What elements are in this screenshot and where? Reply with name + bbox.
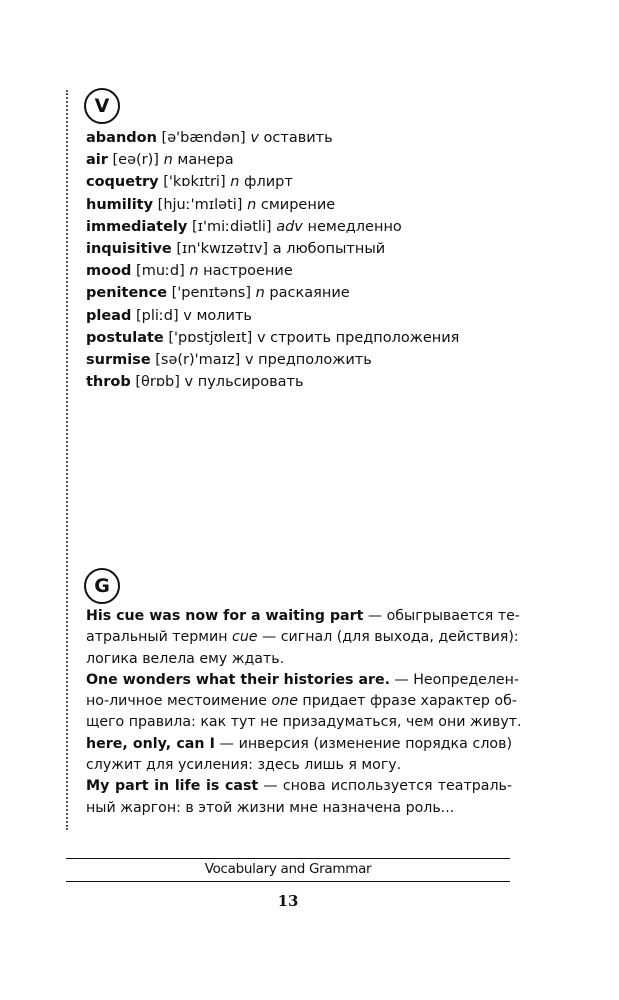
grammar-note [86, 734, 512, 777]
footer-top-rule [66, 858, 510, 859]
grammar-note [86, 776, 512, 819]
grammar-text: — снова используется театраль- [258, 778, 512, 795]
vocab-translation: молить [196, 307, 252, 324]
vocab-translation: смирение [260, 196, 336, 213]
grammar-note [86, 606, 520, 670]
vocab-translation: строить предположения [270, 329, 460, 346]
vocab-entry [86, 371, 459, 393]
grammar-line: служит для усиления: здесь лишь я могу. [86, 757, 402, 774]
grammar-text: — инверсия (изменение порядка слов) [214, 735, 512, 752]
vocab-entry [86, 260, 459, 282]
vocab-word: immediately [86, 218, 188, 235]
vocab-translation: любопытный [286, 241, 386, 258]
grammar-line: щего правила: как тут не призадуматься, чем они живут. [86, 714, 522, 731]
grammar-line [86, 691, 517, 712]
vocab-pos: v [256, 329, 266, 346]
grammar-section-badge: G [84, 568, 120, 604]
grammar-term: one [271, 693, 298, 710]
grammar-phrase: One wonders what their histories are. [86, 671, 391, 688]
vocab-ipa: [eə(r)] [112, 152, 159, 169]
vocab-word: postulate [86, 329, 164, 346]
vocab-entry [86, 127, 459, 149]
vocab-translation: немедленно [307, 218, 402, 235]
dotted-margin-rule [66, 90, 68, 830]
grammar-line [86, 627, 519, 648]
vocab-entry [86, 349, 459, 371]
vocab-word: inquisitive [86, 241, 172, 258]
vocab-entry [86, 238, 459, 260]
vocab-ipa: [sə(r)'maɪz] [155, 352, 241, 369]
footer-bottom-rule [66, 881, 510, 882]
vocab-pos: v [250, 130, 259, 146]
grammar-line [86, 606, 520, 627]
vocab-word: abandon [86, 130, 157, 146]
grammar-phrase: My part in life is cast [86, 778, 259, 795]
vocab-word: plead [86, 307, 132, 324]
vocab-ipa: [ə'bændən] [161, 130, 246, 146]
vocab-translation: оставить [263, 130, 333, 146]
vocab-word: humility [86, 196, 154, 213]
vocab-pos: v [244, 352, 254, 369]
vocab-translation: флирт [244, 174, 293, 191]
vocab-pos: n [247, 196, 257, 213]
vocab-word: surmise [86, 352, 151, 369]
vocabulary-list [86, 127, 459, 393]
vocab-entry [86, 171, 459, 193]
footer-title: Vocabulary and Grammar [204, 861, 372, 877]
vocab-word: penitence [86, 285, 168, 302]
vocab-word: coquetry [86, 174, 159, 191]
vocab-pos: n [255, 285, 265, 302]
vocab-ipa: [muːd] [136, 263, 185, 280]
grammar-line: логика велела ему ждать. [86, 650, 285, 667]
vocab-pos: v [183, 307, 192, 324]
vocab-word: mood [86, 263, 132, 280]
grammar-line [86, 776, 512, 797]
vocab-ipa: ['kɒkɪtri] [163, 174, 226, 191]
vocab-pos: v [184, 374, 194, 391]
vocab-entry [86, 216, 459, 238]
grammar-text: — сигнал (для выхода, действия): [257, 629, 519, 646]
vocab-translation: пульсировать [197, 374, 304, 391]
vocab-ipa: [hjuː'mɪləti] [157, 196, 243, 213]
grammar-phrase: here, only, can I [86, 735, 215, 752]
page-number: 13 [277, 892, 299, 910]
grammar-text: атральный термин [86, 629, 233, 646]
vocab-pos: adv [276, 218, 303, 235]
grammar-line [86, 670, 520, 691]
vocab-pos: n [230, 174, 240, 191]
vocab-translation: манера [177, 152, 234, 169]
vocab-word: throb [86, 374, 131, 391]
grammar-notes [86, 606, 522, 819]
vocab-entry [86, 149, 459, 171]
vocab-entry [86, 282, 459, 304]
vocab-ipa: [θrɒb] [135, 374, 180, 391]
grammar-term: cue [232, 629, 258, 646]
vocab-ipa: [pliːd] [135, 307, 179, 324]
vocab-translation: раскаяние [269, 285, 350, 302]
vocab-pos: n [189, 263, 199, 280]
vocab-word: air [86, 152, 108, 169]
grammar-line: ный жаргон: в этой жизни мне назначена роль... [86, 799, 455, 816]
vocab-ipa: ['pɒstjʊleɪt] [168, 329, 253, 346]
grammar-text: придает фразе характер об- [297, 693, 517, 710]
grammar-note [86, 670, 522, 734]
vocab-translation: предположить [258, 352, 372, 369]
vocab-ipa: [ɪn'kwɪzətɪv] [176, 241, 269, 258]
grammar-line [86, 734, 512, 755]
vocab-entry [86, 194, 459, 216]
vocab-translation: настроение [203, 263, 293, 280]
vocab-entry [86, 327, 459, 349]
grammar-text: — обыгрывается те- [363, 608, 520, 624]
vocab-ipa: [ɪ'miːdiətli] [191, 218, 272, 235]
vocab-ipa: ['penɪtəns] [171, 285, 251, 302]
vocab-pos: a [272, 241, 282, 258]
grammar-phrase: His cue was now for a waiting part [86, 608, 364, 624]
vocab-pos: n [163, 152, 173, 169]
grammar-text: но-личное местоимение [86, 693, 272, 710]
vocab-entry [86, 305, 459, 327]
vocabulary-section-badge: V [84, 88, 120, 124]
grammar-text: — Неопределен- [390, 671, 520, 688]
